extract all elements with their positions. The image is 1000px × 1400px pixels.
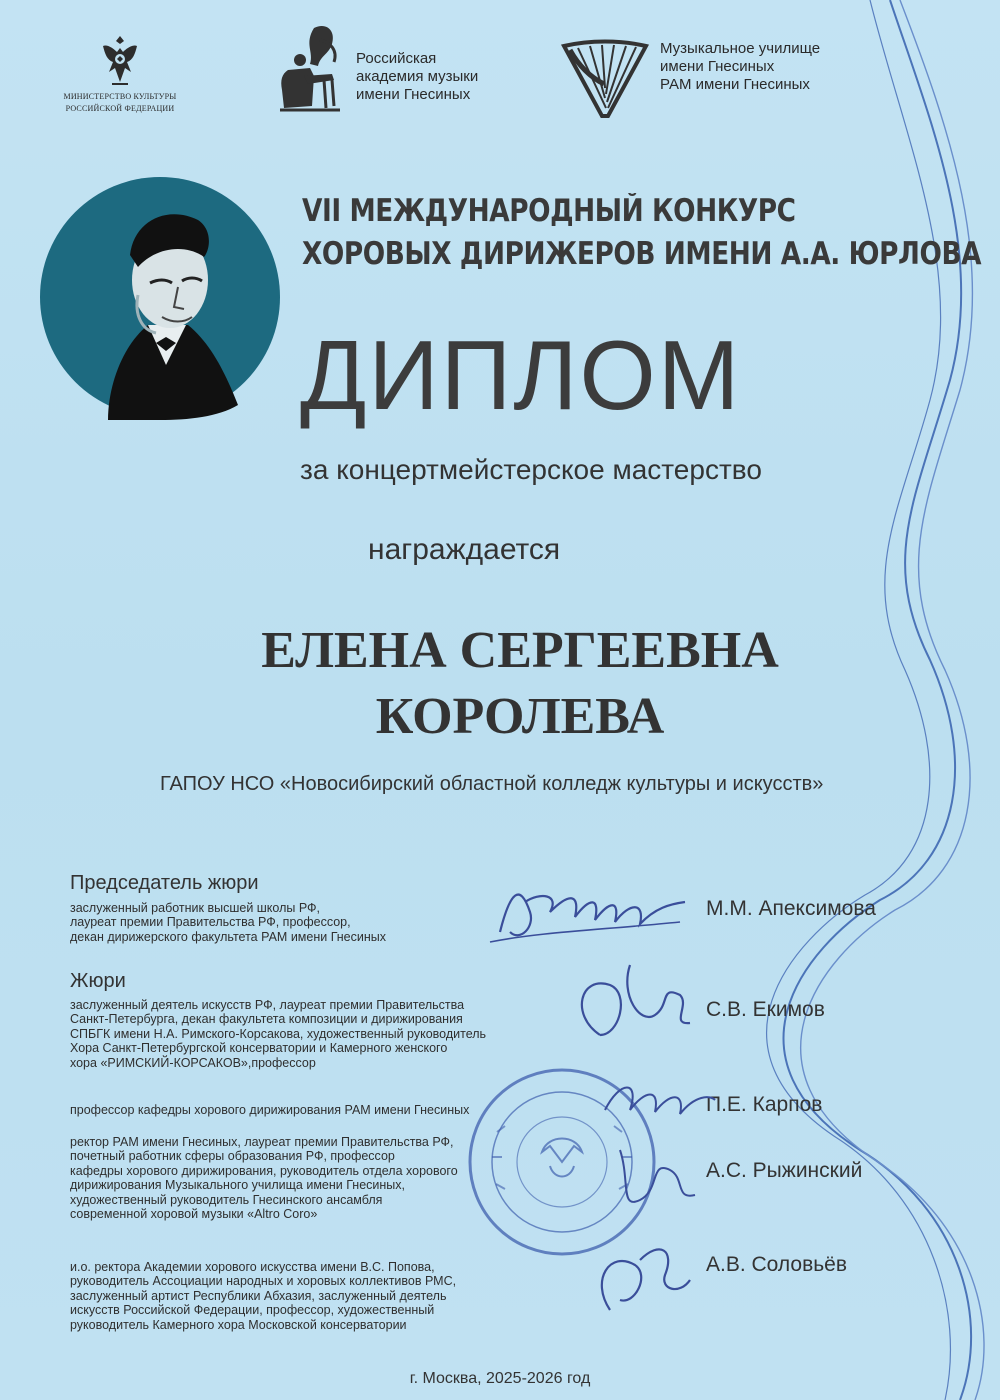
music-school-name <box>660 40 820 94</box>
school-name-line1: Музыкальное училище <box>660 40 821 57</box>
yurlov-portrait-medallion <box>38 175 283 420</box>
academy-name <box>356 50 478 104</box>
jury-heading: Жюри <box>70 970 126 992</box>
jury-member-desc-line: Хора Санкт-Петербургской консерватории и Камерного женского <box>70 1041 448 1056</box>
jury-member-desc-line: заслуженный деятель искусств РФ, лауреат премии Правительства <box>70 998 465 1012</box>
jury-member-desc-line: дирижирования Музыкального училища имени Гнесиных, <box>70 1178 406 1193</box>
jury-chair-desc-line: заслуженный работник высшей школы РФ, <box>70 901 321 915</box>
academy-name-line1: Российская <box>356 50 437 67</box>
jury-member-desc-line: почетный работник сферы образования РФ, профессор <box>70 1149 395 1164</box>
jury-member-desc-line: Санкт-Петербурга, декан факультета композиции и дирижирования <box>70 1012 463 1027</box>
jury-member-desc-line: художественный руководитель Гнесинского ансамбля <box>70 1192 383 1207</box>
pianist-emblem-icon <box>274 20 354 120</box>
ministry-name-line1: МИНИСТЕРСТВО КУЛЬТУРЫ <box>63 92 177 101</box>
awarded-text: награждается <box>368 533 561 566</box>
contest-title-line1: VII МЕЖДУНАРОДНЫЙ КОНКУРС <box>302 193 796 229</box>
jury-member-signature <box>560 955 700 1055</box>
ministry-name-line2: РОССИЙСКОЙ ФЕДЕРАЦИИ <box>65 104 175 113</box>
jury-member-name: А.В. Соловьёв <box>706 1253 848 1276</box>
jury-member-description <box>70 1260 570 1332</box>
music-school-logo <box>560 32 880 122</box>
jury-member-desc-line: СПБГК имени Н.А. Римского-Корсакова, художественный руководитель <box>70 1026 487 1041</box>
coat-of-arms-icon <box>97 32 143 90</box>
jury-member-desc-line: профессор кафедры хорового дирижирования РАМ имени Гнесиных <box>70 1103 470 1117</box>
jury-member-desc-line: хора «РИМСКИЙ-КОРСАКОВ»,профессор <box>70 1055 316 1070</box>
recipient-name-line1: ЕЛЕНА СЕРГЕЕВНА <box>261 622 779 679</box>
academy-name-line3: имени Гнесиных <box>356 86 471 103</box>
jury-member-desc-line: и.о. ректора Академии хорового искусства имени В.С. Попова, <box>70 1260 435 1274</box>
chair-signature <box>480 872 700 952</box>
jury-member-desc-line: руководитель Камерного хора Московской консерватории <box>70 1317 407 1332</box>
harp-emblem-icon <box>560 38 650 118</box>
jury-member-desc-line: кафедры хорового дирижирования, руководитель отдела хорового <box>70 1163 458 1178</box>
jury-member-signature <box>580 1230 700 1320</box>
jury-chair-desc-line: лауреат премии Правительства РФ, профессор, <box>70 915 351 930</box>
jury-member-description <box>70 1103 570 1117</box>
jury-member-desc-line: ректор РАМ имени Гнесиных, лауреат премии Правительства РФ, <box>70 1135 454 1149</box>
jury-member-desc-line: руководитель Ассоциации народных и хоровых коллективов РМС, <box>70 1274 457 1289</box>
jury-member-description <box>70 998 570 1070</box>
place-and-date: г. Москва, 2025-2026 год <box>409 1370 591 1387</box>
contest-title-line2: ХОРОВЫХ ДИРИЖЕРОВ ИМЕНИ А.А. ЮРЛОВА <box>302 236 982 272</box>
academy-logo <box>270 20 520 120</box>
jury-member-signature <box>600 1140 710 1220</box>
jury-member-name: А.С. Рыжинский <box>706 1159 863 1182</box>
jury-member-description <box>70 1135 570 1221</box>
jury-chair-description <box>70 901 490 944</box>
ministry-logo <box>60 32 180 114</box>
jury-member-name: П.Е. Карпов <box>706 1093 823 1116</box>
jury-member-desc-line: современной хоровой музыки «Altro Coro» <box>70 1207 318 1222</box>
jury-member-name: С.В. Екимов <box>706 998 825 1021</box>
jury-member-desc-line: искусств Российской Федерации, профессор, художественный <box>70 1303 435 1318</box>
jury-chair-heading: Председатель жюри <box>70 872 259 894</box>
academy-name-line2: академия музыки <box>356 68 479 85</box>
contest-title <box>302 190 982 276</box>
jury-member-signature <box>600 1070 720 1130</box>
school-name-line2: имени Гнесиных <box>660 58 775 75</box>
nomination-text: за концертмейстерское мастерство <box>300 454 762 485</box>
jury-member-desc-line: заслуженный артист Республики Абхазия, заслуженный деятель <box>70 1288 447 1303</box>
recipient-name-line2: КОРОЛЕВА <box>375 688 665 745</box>
diploma-title: ДИПЛОМ <box>300 320 742 430</box>
jury-chair-desc-line: декан дирижерского факультета РАМ имени Гнесиных <box>70 929 386 944</box>
recipient-institution: ГАПОУ НСО «Новосибирский областной колледж культуры и искусств» <box>160 773 824 795</box>
school-name-line3: РАМ имени Гнесиных <box>660 76 810 93</box>
jury-chair-name: М.М. Апексимова <box>706 897 876 920</box>
